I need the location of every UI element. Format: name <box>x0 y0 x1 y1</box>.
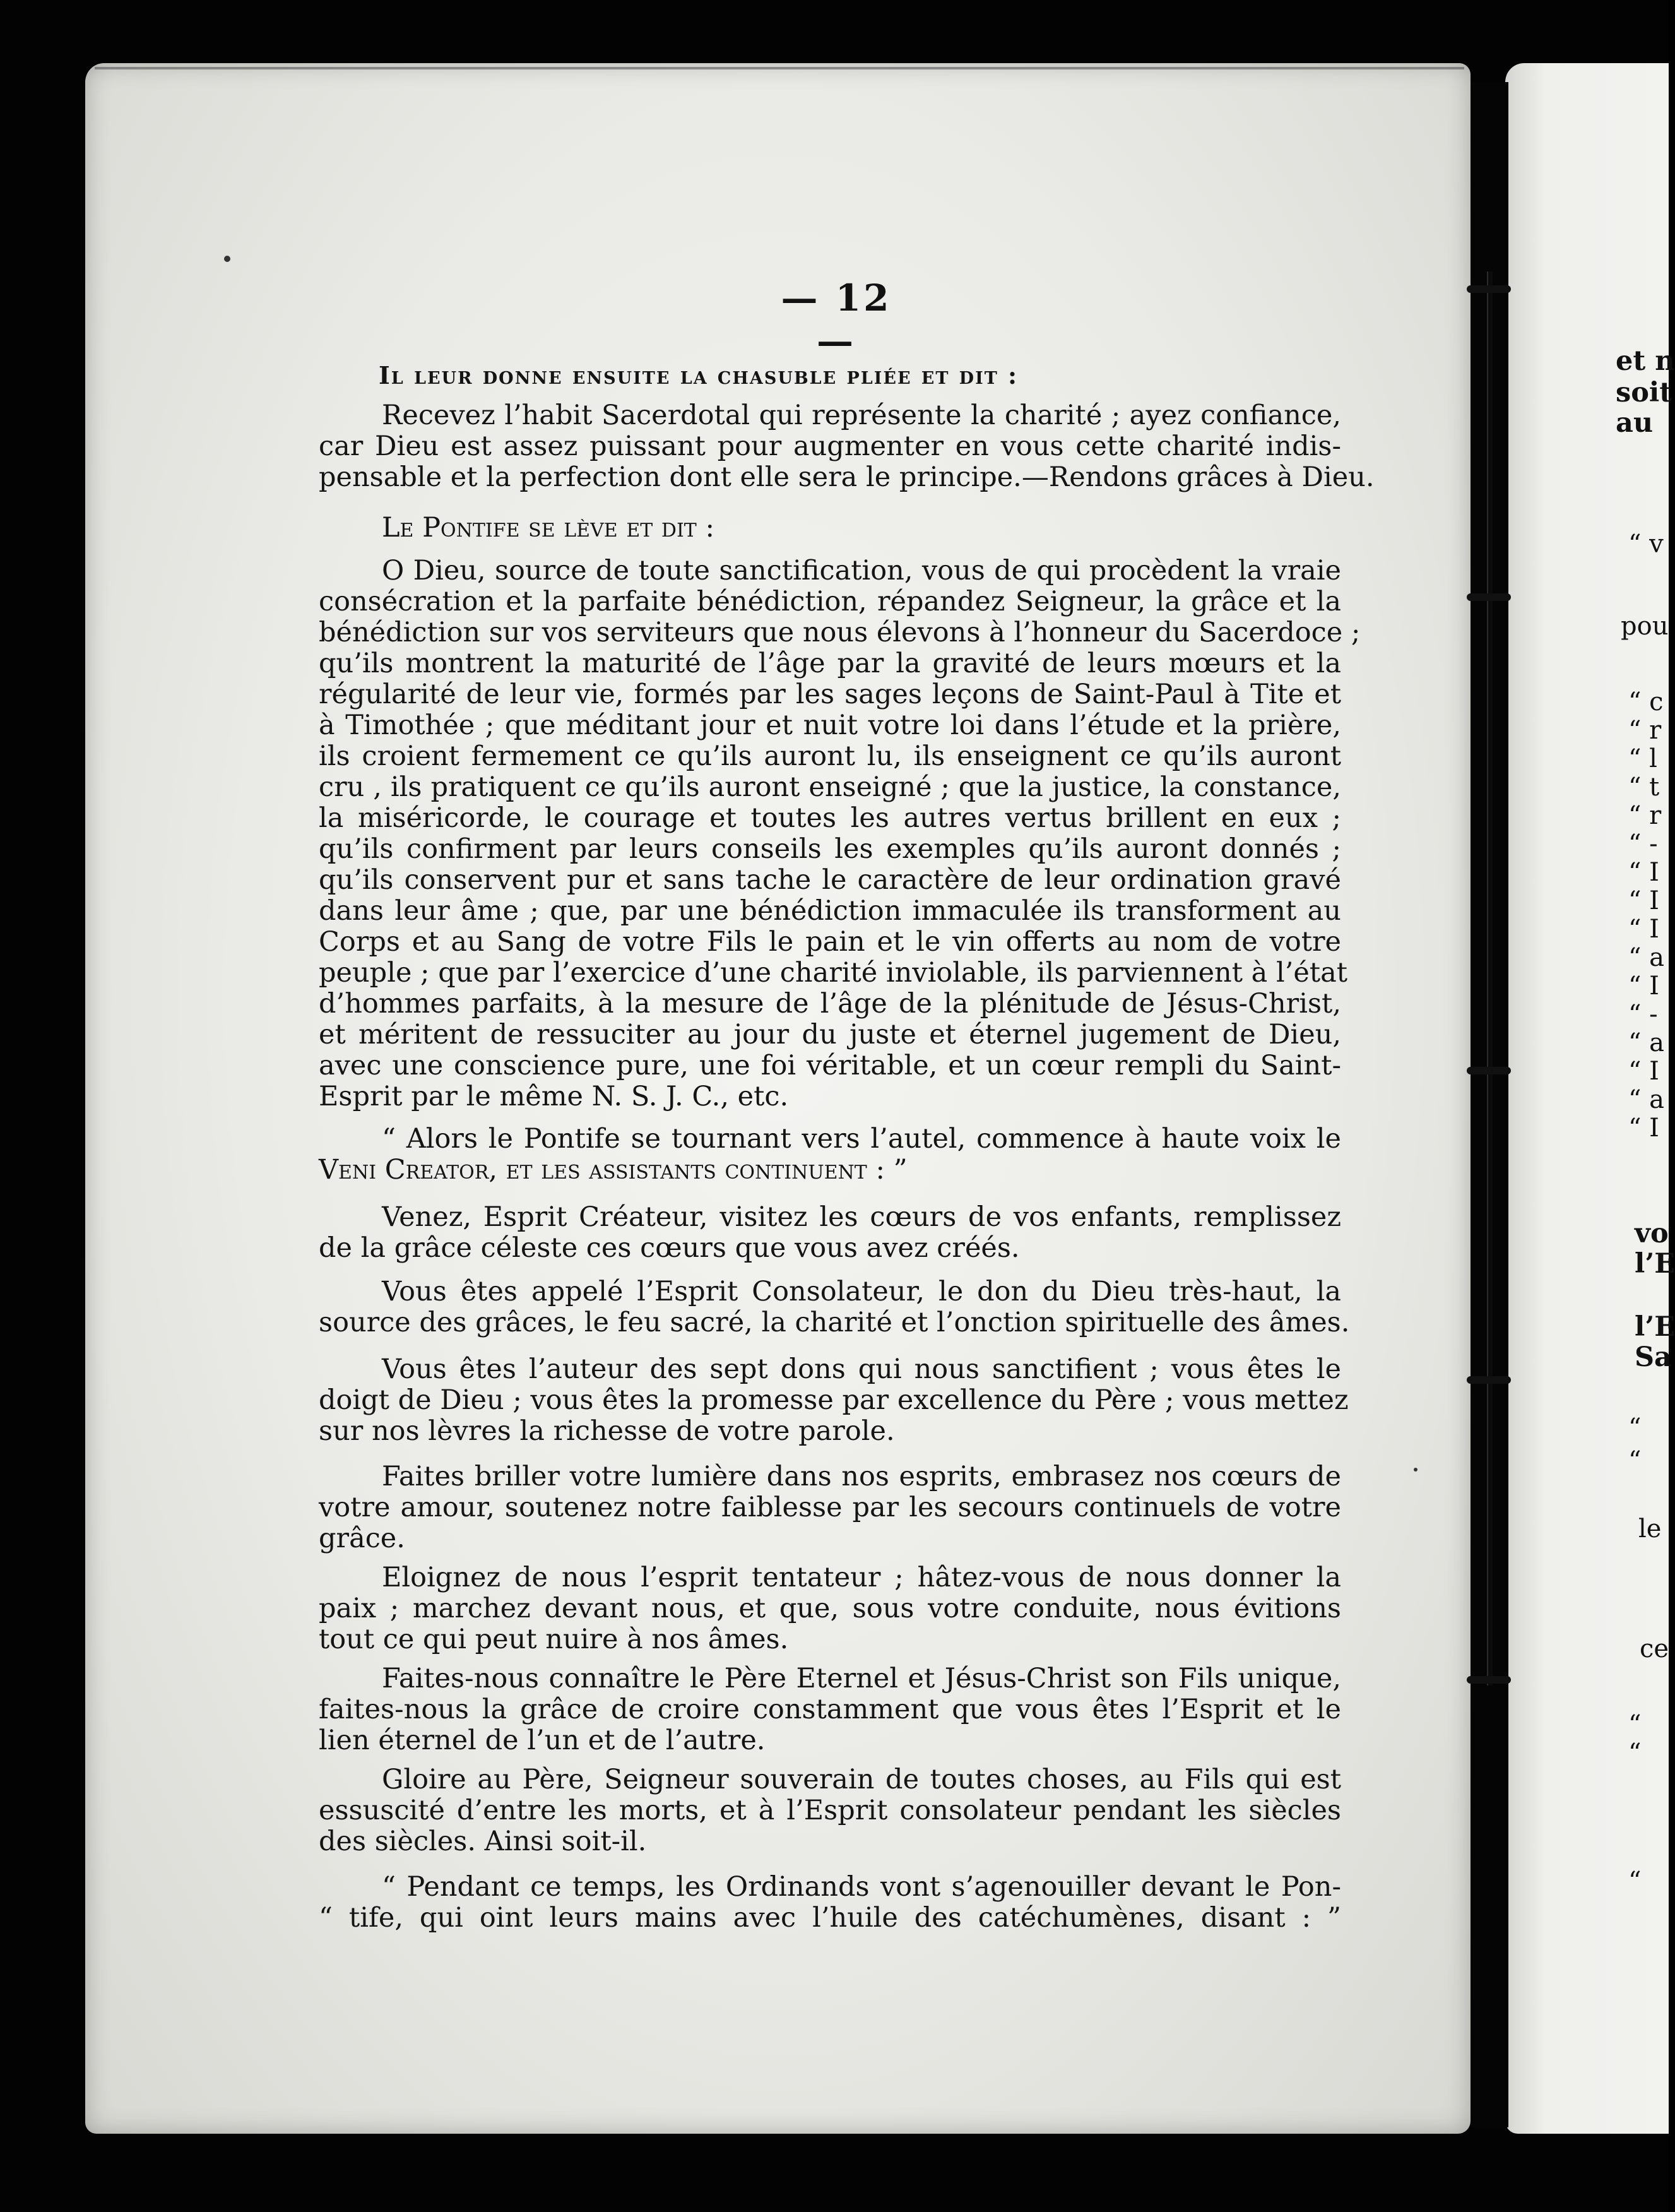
text-line: faites-nous la grâce de croire constamment que vous êtes l’Esprit et le <box>319 1694 1341 1725</box>
text-line: O Dieu, source de toute sanctification, vous de qui procèdent la vraie <box>382 555 1341 586</box>
facing-page-fragment: “ r <box>1628 801 1662 830</box>
page-top-edge <box>95 67 1464 69</box>
facing-page-fragment: ce <box>1640 1634 1669 1663</box>
text-line: tout ce qui peut nuire à nos âmes. <box>319 1624 789 1655</box>
facing-page-fragment: pou <box>1621 612 1669 641</box>
text-line: “ Pendant ce temps, les Ordinands vont s’agenouiller devant le Pon- <box>382 1871 1341 1903</box>
paragraph <box>319 1663 1341 1756</box>
facing-page-fragment: “ I <box>1628 972 1659 1001</box>
text-line: la miséricorde, le courage et toutes les autres vertus brillent en eux ; <box>319 802 1341 834</box>
facing-page-fragment: “ I <box>1628 915 1659 944</box>
text-line: grâce. <box>319 1523 405 1554</box>
text-line: cru , ils pratiquent ce qu’ils auront enseigné ; que la justice, la constance, <box>319 771 1341 803</box>
facing-page-fragment: au <box>1616 407 1654 439</box>
text-line: source des grâces, le feu sacré, la charité et l’onction spirituelle des âmes. <box>319 1307 1350 1338</box>
text-line: à Timothée ; que méditant jour et nuit votre loi dans l’étude et la prière, <box>319 710 1341 741</box>
facing-page-fragment: Sa <box>1635 1341 1672 1373</box>
text-line: qu’ils confirment par leurs conseils les exemples qu’ils auront donnés ; <box>319 833 1341 865</box>
text-line: Gloire au Père, Seigneur souverain de toutes choses, au Fils qui est <box>382 1764 1341 1795</box>
text-line: bénédiction sur vos serviteurs que nous élevons à l’honneur du Sacerdoce ; <box>319 617 1361 648</box>
paragraph <box>319 1764 1341 1857</box>
text-line: paix ; marchez devant nous, et que, sous votre conduite, nous évitions <box>319 1593 1341 1624</box>
rubric-anointing <box>319 1872 1341 1934</box>
text-line: avec une conscience pure, une foi véritable, et un cœur rempli du Saint- <box>319 1050 1341 1081</box>
facing-page-fragment: “ - <box>1628 1000 1658 1029</box>
facing-page-fragment: “ a <box>1628 943 1665 972</box>
facing-page-fragment: “ l <box>1628 744 1657 773</box>
paper-speck <box>224 256 230 262</box>
paragraph <box>319 1202 1341 1264</box>
text-line: de la grâce céleste ces cœurs que vous avez créés. <box>319 1232 1020 1264</box>
binding-thread <box>1487 271 1493 1686</box>
text-line: régularité de leur vie, formés par les sages leçons de Saint-Paul à Tite et <box>319 679 1341 710</box>
paragraph <box>319 1276 1350 1338</box>
facing-page-fragment: “ r <box>1628 716 1662 745</box>
text-line: Recevez l’habit Sacerdotal qui représente la charité ; ayez confiance, <box>382 400 1341 431</box>
text-line: qu’ils montrent la maturité de l’âge par la gravité de leurs mœurs et la <box>319 648 1341 679</box>
facing-page-fragment: vo <box>1635 1218 1669 1249</box>
text-line: des siècles. Ainsi soit-il. <box>319 1826 647 1857</box>
facing-page-fragment: “ a <box>1628 1085 1665 1114</box>
paragraph <box>319 1562 1341 1655</box>
facing-page-fragment: “ - <box>1628 830 1658 859</box>
facing-page-fragment: “ I <box>1628 886 1659 915</box>
paragraph <box>319 1353 1349 1447</box>
facing-page-fragment: l’E <box>1635 1311 1675 1343</box>
text-line: d’hommes parfaits, à la mesure de l’âge de la plénitude de Jésus-Christ, <box>319 988 1341 1020</box>
text-line: Venez, Esprit Créateur, visitez les cœurs de vos enfants, remplissez <box>382 1201 1341 1233</box>
text-line: Faites-nous connaître le Père Eternel et Jésus-Christ son Fils unique, <box>382 1663 1341 1694</box>
text-line: Il leur donne ensuite la chasuble pliée et dit : <box>379 361 1019 389</box>
binding-stitch <box>1467 593 1511 601</box>
binding-stitch <box>1467 285 1511 293</box>
facing-page-fragment: “ t <box>1628 773 1660 802</box>
text-line: consécration et la parfaite bénédiction, répandez Seigneur, la grâce et la <box>319 586 1341 617</box>
text-line: pensable et la perfection dont elle sera le principe.—Rendons grâces à Dieu. <box>319 461 1375 493</box>
text-line: votre amour, soutenez notre faiblesse par les secours continuels de votre <box>319 1492 1341 1523</box>
facing-page-fragment: “ c <box>1628 687 1664 717</box>
text-line: Vous êtes appelé l’Esprit Consolateur, le don du Dieu très-haut, la <box>382 1276 1341 1307</box>
text-line: Corps et au Sang de votre Fils le pain et le vin offerts au nom de votre <box>319 926 1341 958</box>
paragraph <box>319 400 1375 493</box>
facing-page-fragment: le <box>1638 1514 1662 1543</box>
text-line: sur nos lèvres la richesse de votre parole. <box>319 1415 895 1447</box>
facing-page-fragment: “ <box>1628 1867 1642 1896</box>
binding-stitch <box>1467 1676 1511 1684</box>
paragraph <box>319 1461 1341 1554</box>
facing-page-fragment: l’E <box>1635 1248 1675 1280</box>
facing-page-fragment: “ I <box>1628 1057 1659 1086</box>
text-line: et méritent de ressuciter au jour du juste et éternel jugement de Dieu, <box>319 1019 1341 1050</box>
facing-page-fragment: “ <box>1628 1446 1642 1475</box>
text-line: Faites briller votre lumière dans nos esprits, embrasez nos cœurs de <box>382 1461 1341 1492</box>
facing-page-fragment: et n <box>1616 345 1675 377</box>
binding-stitch <box>1467 1376 1511 1384</box>
text-line: “ Alors le Pontife se tournant vers l’autel, commence à haute voix le <box>382 1123 1341 1155</box>
text-line: essuscité d’entre les morts, et à l’Esprit consolateur pendant les siècles <box>319 1795 1341 1826</box>
facing-page-fragment: “ I <box>1628 1114 1659 1143</box>
binding-stitch <box>1467 1067 1511 1074</box>
facing-page-fragment: soit <box>1616 377 1672 408</box>
text-line: ils croient fermement ce qu’ils auront lu, ils enseignent ce qu’ils auront <box>319 740 1341 772</box>
paper-speck <box>1414 1468 1418 1472</box>
heading-chasuble <box>319 360 1341 391</box>
text-line: Eloignez de nous l’esprit tentateur ; hâtez-vous de nous donner la <box>382 1562 1341 1593</box>
text-line: car Dieu est assez puissant pour augmenter en vous cette charité indis- <box>319 431 1341 462</box>
rubric-veni-creator <box>319 1124 1341 1186</box>
facing-page-fragment: “ <box>1628 1413 1642 1442</box>
text-line: dans leur âme ; que, par une bénédiction immaculée ils transforment au <box>319 895 1341 927</box>
text-line: Esprit par le même N. S. J. C., etc. <box>319 1081 789 1112</box>
facing-page-fragment: “ I <box>1628 858 1659 887</box>
text-line: peuple ; que par l’exercice d’une charité inviolable, ils parviennent à l’état <box>319 957 1348 989</box>
text-line: doigt de Dieu ; vous êtes la promesse par excellence du Père ; vous mettez <box>319 1384 1349 1416</box>
heading-pontife <box>319 513 1341 544</box>
paragraph-prayer <box>319 555 1361 1112</box>
facing-page-fragment: “ v <box>1628 530 1664 559</box>
text-line: “ tife, qui oint leurs mains avec l’huile des catéchumènes, disant : ” <box>319 1902 1341 1934</box>
text-line: lien éternel de l’un et de l’autre. <box>319 1725 766 1756</box>
facing-page-fragment: “ <box>1628 1710 1642 1739</box>
text-line: Vous êtes l’auteur des sept dons qui nous sanctifient ; vous êtes le <box>382 1353 1341 1385</box>
facing-page-fragment: “ a <box>1628 1028 1665 1057</box>
text-line: Le Pontife se lève et dit : <box>382 512 714 544</box>
facing-page-fragment: “ <box>1628 1739 1642 1768</box>
text-line: qu’ils conservent pur et sans tache le caractère de leur ordination gravé <box>319 864 1341 896</box>
text-line: Veni Creator, et les assistants continuent : ” <box>319 1154 908 1186</box>
page-number: — 12 — <box>781 276 892 362</box>
